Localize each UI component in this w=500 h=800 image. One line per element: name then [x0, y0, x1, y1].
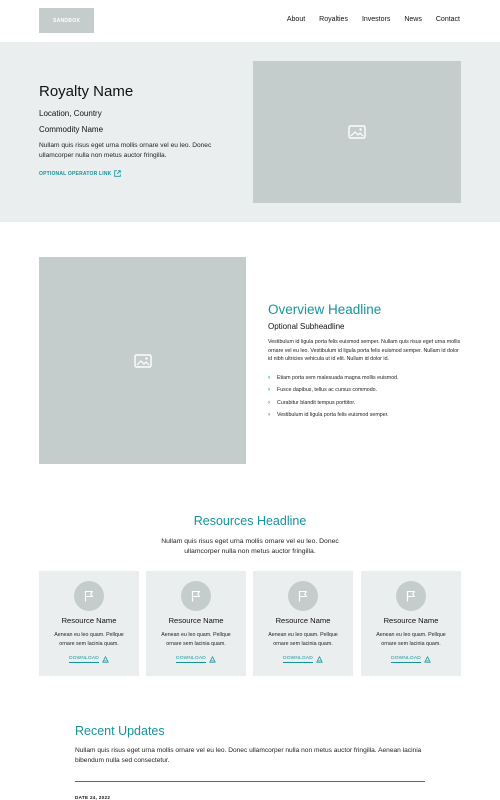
- resource-icon-circle: [396, 581, 426, 611]
- site-header: [0, 0, 500, 42]
- main-nav: [287, 16, 460, 23]
- resource-description: Aenean eu leo quam. Pellque ornare sem lacinia quam.: [54, 632, 124, 647]
- list-item-text: Vestibulum id ligula porta felis euismod semper.: [277, 412, 389, 419]
- list-item: [268, 409, 399, 421]
- list-item-text: Etiam porta sem malesuada magna mollis euismod.: [277, 375, 399, 382]
- resource-name: Resource Name: [383, 616, 439, 625]
- download-label: DOWNLOAD: [391, 656, 421, 661]
- royalty-location: Location, Country: [39, 109, 102, 118]
- resource-icon-circle: [181, 581, 211, 611]
- update-date: DATE 24, 2022: [75, 795, 111, 800]
- download-icon: [316, 656, 323, 663]
- overview-headline: Overview Headline: [268, 302, 382, 317]
- download-link[interactable]: [361, 656, 461, 663]
- nav-contact[interactable]: Contact: [435, 16, 460, 23]
- list-item: [268, 384, 399, 396]
- resources-description: Nullam quis risus eget urna mollis ornare vel eu leo. Donec ullamcorper nulla non metus auctor fringilla.: [161, 538, 339, 555]
- list-item: [268, 397, 399, 409]
- nav-news[interactable]: News: [404, 16, 422, 23]
- resource-card: [361, 571, 461, 676]
- resource-description: Aenean eu leo quam. Pellque ornare sem lacinia quam.: [376, 632, 446, 647]
- flag-icon: [190, 590, 202, 602]
- image-placeholder-icon: [348, 125, 366, 139]
- hero-image-placeholder: [253, 61, 461, 203]
- download-label: DOWNLOAD: [69, 656, 99, 661]
- royalty-title: Royalty Name: [39, 83, 134, 100]
- hero-section: [0, 42, 500, 222]
- resource-name: Resource Name: [168, 616, 224, 625]
- flag-icon: [297, 590, 309, 602]
- chevron-right-icon: ›: [268, 412, 270, 419]
- external-link-icon: [114, 170, 121, 177]
- resource-description: Aenean eu leo quam. Pellque ornare sem lacinia quam.: [161, 632, 231, 647]
- image-placeholder-icon: [134, 354, 152, 368]
- chevron-right-icon: ›: [268, 399, 270, 406]
- nav-royalties[interactable]: Royalties: [319, 16, 348, 23]
- download-label: DOWNLOAD: [283, 656, 313, 661]
- list-item-text: Fusce dapibus, tellus ac cursus commodo.: [277, 387, 378, 394]
- site-logo[interactable]: SANDBOX: [39, 8, 94, 33]
- operator-link-label: OPTIONAL OPERATOR LINK: [39, 170, 112, 177]
- recent-updates-description: Nullam quis risus eget urna mollis ornare vel eu leo. Donec ullamcorper nulla non metus auctor fringilla. Aenean lacinia bibendum nulla sed consectetur.: [75, 747, 422, 764]
- download-link[interactable]: [39, 656, 139, 663]
- overview-image-placeholder: [39, 257, 246, 464]
- download-label: DOWNLOAD: [176, 656, 206, 661]
- download-icon: [102, 656, 109, 663]
- resource-icon-circle: [74, 581, 104, 611]
- chevron-right-icon: ›: [268, 387, 270, 394]
- resource-card: [146, 571, 246, 676]
- operator-link[interactable]: [39, 170, 121, 177]
- list-item: [268, 372, 399, 384]
- download-link[interactable]: [253, 656, 353, 663]
- resource-card: [39, 571, 139, 676]
- list-item-text: Curabitur blandit tempus porttitor.: [277, 399, 356, 406]
- resource-description: Aenean eu leo quam. Pellque ornare sem lacinia quam.: [268, 632, 338, 647]
- overview-subheadline: Optional Subheadline: [268, 322, 345, 331]
- overview-bullet-list: [268, 372, 399, 421]
- resource-name: Resource Name: [275, 616, 331, 625]
- nav-about[interactable]: About: [286, 16, 306, 23]
- flag-icon: [405, 590, 417, 602]
- divider: [75, 781, 425, 782]
- royalty-commodity: Commodity Name: [39, 125, 104, 134]
- resource-card: [253, 571, 353, 676]
- chevron-right-icon: ›: [268, 375, 270, 382]
- resources-headline: Resources Headline: [193, 514, 307, 528]
- resource-name: Resource Name: [61, 616, 117, 625]
- nav-investors[interactable]: Investors: [361, 16, 391, 23]
- resource-cards: [39, 571, 461, 676]
- download-icon: [209, 656, 216, 663]
- overview-body: Vestibulum id ligula porta felis euismod semper. Nullam quis risus eget urna mollis ornare vel eu leo. Vestibulum id ligula porta felis euismod semper. Nullam id dolor id nibh ultricies vehicula ut id elit. Nullam id dolor id.: [268, 339, 461, 362]
- hero-description: Nullam quis risus eget urna mollis ornare vel eu leo. Donec ullamcorper nulla non metus auctor fringilla.: [39, 142, 212, 159]
- download-link[interactable]: [146, 656, 246, 663]
- resource-icon-circle: [288, 581, 318, 611]
- flag-icon: [83, 590, 95, 602]
- download-icon: [424, 656, 431, 663]
- recent-updates-headline: Recent Updates: [75, 724, 165, 738]
